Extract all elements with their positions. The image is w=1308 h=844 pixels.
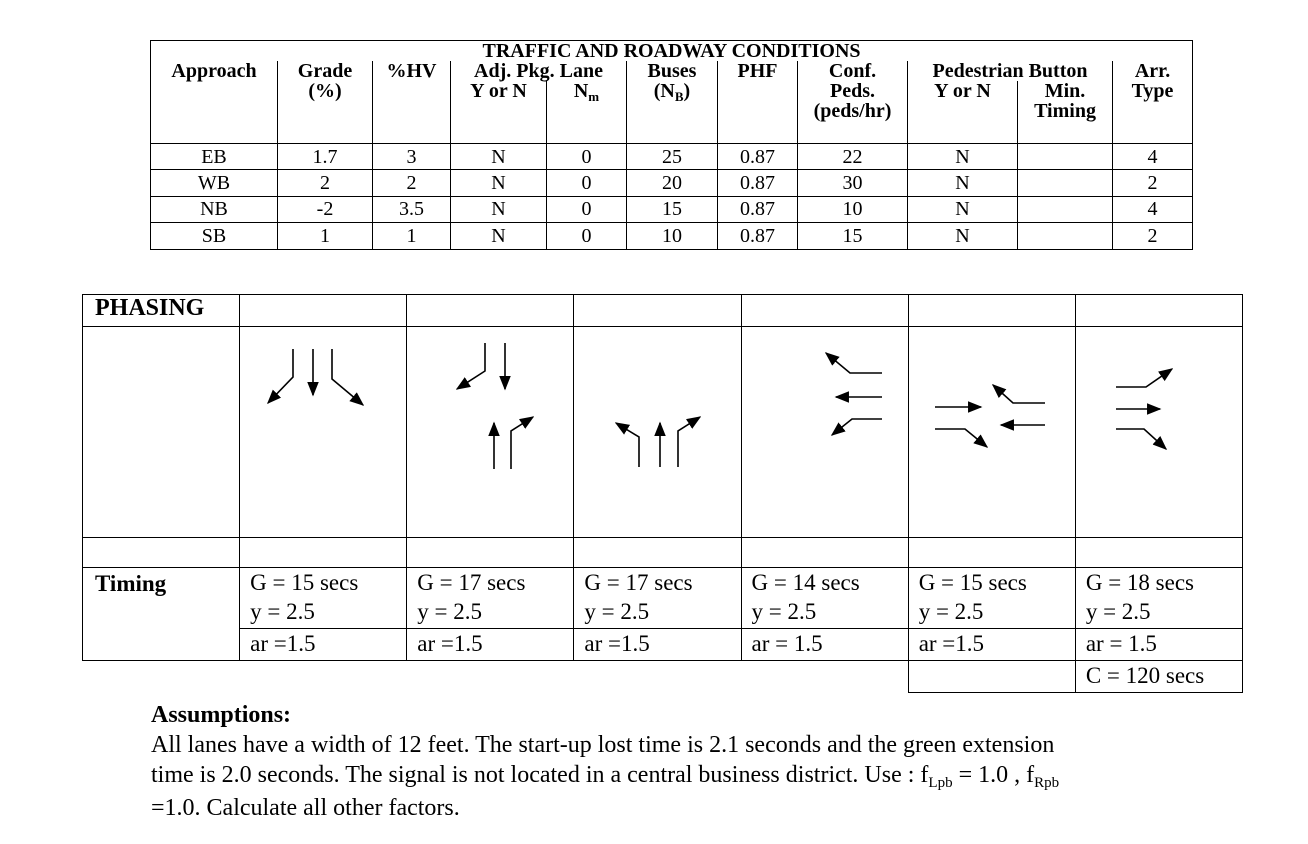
table-row: [151, 144, 1193, 170]
cell-buses: 20: [627, 170, 718, 196]
cell-min-timing: [1018, 223, 1113, 249]
cell-arr: 2: [1113, 223, 1193, 249]
header-ped-yn: Y or N: [908, 81, 1018, 143]
cell-phf: 0.87: [718, 170, 798, 196]
cell-grade: 2: [278, 170, 373, 196]
cell-arr: 4: [1113, 196, 1193, 222]
table-row: [151, 170, 1193, 196]
cell-nm: 0: [547, 170, 627, 196]
cell-adj: N: [451, 196, 547, 222]
table-row: [151, 196, 1193, 222]
cell-adj: N: [451, 223, 547, 249]
phase-header-cell: [908, 295, 1075, 327]
cell-hv: 1: [373, 223, 451, 249]
phase-diagram-label-cell: [83, 327, 240, 538]
cell-peds: 22: [798, 144, 908, 170]
cell-hv: 2: [373, 170, 451, 196]
phase-5-green: G = 15 secs: [908, 568, 1075, 598]
cell-peds: 10: [798, 196, 908, 222]
cell-peds: 30: [798, 170, 908, 196]
spacer-cell: [741, 538, 908, 568]
phase-header-cell: [407, 295, 574, 327]
spacer-cell: [574, 538, 741, 568]
spacer-cell: [83, 538, 240, 568]
sb-left-through-right-arrows-icon: [240, 327, 407, 537]
cell-hv: 3: [373, 144, 451, 170]
phase-5-yellow: y = 2.5: [908, 597, 1075, 629]
cell-phf: 0.87: [718, 144, 798, 170]
eb-through-right-wb-left-through-arrows-icon: [909, 327, 1076, 537]
cell-nm: 0: [547, 223, 627, 249]
phase-3-green: G = 17 secs: [574, 568, 741, 598]
phase-2-diagram: [407, 327, 574, 538]
phase-5-diagram: [908, 327, 1075, 538]
cycle-length: C = 120 secs: [1075, 661, 1242, 693]
phase-2-green: G = 17 secs: [407, 568, 574, 598]
phase-3-yellow: y = 2.5: [574, 597, 741, 629]
spacer-cell: [1075, 538, 1242, 568]
header-buses: Buses $(N_B)$: [627, 61, 718, 144]
header-min-timing: Min. Timing: [1018, 81, 1113, 143]
empty-cell: [574, 661, 741, 693]
cell-hv: 3.5: [373, 196, 451, 222]
phase-4-green: G = 14 secs: [741, 568, 908, 598]
cell-approach: SB: [151, 223, 278, 249]
cell-ped-btn: N: [908, 223, 1018, 249]
header-approach: Approach: [151, 61, 278, 144]
header-hv: %HV: [373, 61, 451, 144]
table-row: [151, 223, 1193, 249]
cell-grade: -2: [278, 196, 373, 222]
cell-approach: NB: [151, 196, 278, 222]
header-nm: $N_m$: [547, 81, 627, 143]
cell-buses: 25: [627, 144, 718, 170]
assumptions: [151, 700, 1211, 823]
phasing-label: PHASING: [83, 295, 240, 327]
phase-1-green: G = 15 secs: [240, 568, 407, 598]
cycle-blank-cell: [908, 661, 1075, 693]
header-phf: PHF: [718, 61, 798, 144]
empty-cell: [83, 661, 240, 693]
cell-phf: 0.87: [718, 223, 798, 249]
spacer-cell: [407, 538, 574, 568]
conditions-title: TRAFFIC AND ROADWAY CONDITIONS: [151, 41, 1193, 62]
cell-arr: 4: [1113, 144, 1193, 170]
cell-peds: 15: [798, 223, 908, 249]
phase-2-all-red: ar =1.5: [407, 629, 574, 661]
cell-grade: 1: [278, 223, 373, 249]
cell-arr: 2: [1113, 170, 1193, 196]
header-grade: Grade (%): [278, 61, 373, 144]
nb-left-through-right-arrows-icon: [574, 327, 741, 537]
cell-buses: 10: [627, 223, 718, 249]
assumptions-line-1: All lanes have a width of 12 feet. The start-up lost time is 2.1 seconds and the green extension: [151, 732, 1055, 758]
cell-phf: 0.87: [718, 196, 798, 222]
phase-4-yellow: y = 2.5: [741, 597, 908, 629]
phase-4-all-red: ar = 1.5: [741, 629, 908, 661]
cell-min-timing: [1018, 196, 1113, 222]
phase-header-cell: [574, 295, 741, 327]
traffic-conditions-table: [150, 40, 1193, 250]
cell-adj: N: [451, 144, 547, 170]
phase-1-yellow: y = 2.5: [240, 597, 407, 629]
header-adj-pkg-lane: Adj. Pkg. Lane: [451, 61, 627, 81]
spacer-cell: [240, 538, 407, 568]
phase-6-diagram: [1075, 327, 1242, 538]
cell-grade: 1.7: [278, 144, 373, 170]
cell-adj: N: [451, 170, 547, 196]
phase-6-green: G = 18 secs: [1075, 568, 1242, 598]
empty-cell: [240, 661, 407, 693]
assumptions-heading: Assumptions:: [151, 702, 292, 728]
cell-ped-btn: N: [908, 144, 1018, 170]
timing-label: Timing: [83, 568, 240, 661]
phase-header-cell: [741, 295, 908, 327]
cell-buses: 15: [627, 196, 718, 222]
phase-2-yellow: y = 2.5: [407, 597, 574, 629]
phase-6-all-red: ar = 1.5: [1075, 629, 1242, 661]
empty-cell: [407, 661, 574, 693]
phase-3-diagram: [574, 327, 741, 538]
phase-4-diagram: [741, 327, 908, 538]
eb-left-through-right-arrows-icon: [1076, 327, 1243, 537]
phase-3-all-red: ar =1.5: [574, 629, 741, 661]
wb-left-through-right-arrows-icon: [742, 327, 909, 537]
cell-ped-btn: N: [908, 170, 1018, 196]
phase-header-cell: [240, 295, 407, 327]
phase-header-cell: [1075, 295, 1242, 327]
cell-min-timing: [1018, 170, 1113, 196]
cell-approach: WB: [151, 170, 278, 196]
header-pedestrian-button: Pedestrian Button: [908, 61, 1113, 81]
cell-nm: 0: [547, 144, 627, 170]
cell-nm: 0: [547, 196, 627, 222]
sb-left-through-nb-through-right-arrows-icon: [407, 327, 574, 537]
cell-ped-btn: N: [908, 196, 1018, 222]
header-arr-type: Arr. Type: [1113, 61, 1193, 144]
empty-cell: [741, 661, 908, 693]
phase-6-yellow: y = 2.5: [1075, 597, 1242, 629]
assumptions-line-2: time is 2.0 seconds. The signal is not located in a central business district. Use : $f_{Lpb} = 1.0$ , $f_{Rpb}$: [151, 762, 1060, 791]
cell-approach: EB: [151, 144, 278, 170]
header-adj-yn: Y or N: [451, 81, 547, 143]
cell-min-timing: [1018, 144, 1113, 170]
assumptions-line-3: =1.0. Calculate all other factors.: [151, 795, 460, 821]
header-conf-peds: Conf. Peds. (peds/hr): [798, 61, 908, 144]
spacer-cell: [908, 538, 1075, 568]
phasing-table: [82, 294, 1243, 693]
phase-5-all-red: ar =1.5: [908, 629, 1075, 661]
phase-1-diagram: [240, 327, 407, 538]
phase-1-all-red: ar =1.5: [240, 629, 407, 661]
